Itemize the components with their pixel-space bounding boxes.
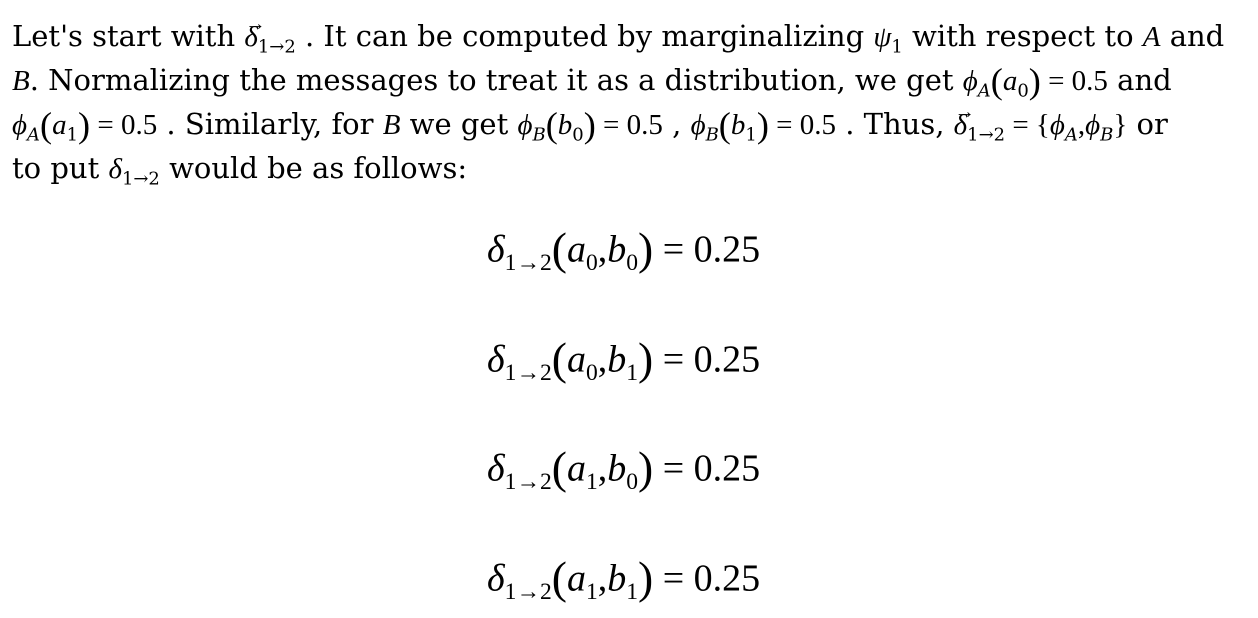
value-3: = 0.5 <box>768 109 836 141</box>
close-paren: ) <box>638 552 654 603</box>
text-normalizing: . Normalizing the messages to treat it as a distribution, we get <box>29 63 963 97</box>
phi-subscript: A <box>977 80 991 102</box>
arg-a1: a <box>52 109 67 141</box>
set-phi-b: ϕ <box>1085 109 1101 141</box>
text-tail: would be as follows: <box>169 151 468 185</box>
equation-comma: , <box>597 557 608 600</box>
close-paren: ) <box>583 104 596 145</box>
text-mid: . It can be computed by marginalizing <box>304 19 874 53</box>
value-2: = 0.5 <box>595 109 663 141</box>
close-paren: ) <box>78 104 91 145</box>
text-tail: with respect to <box>912 19 1143 53</box>
vec-delta-subscript: 1→2 <box>257 36 296 58</box>
equation-arg-b-subscript: 1 <box>626 578 639 605</box>
equation-arg-b: b <box>607 557 627 600</box>
equation-delta: δ <box>487 557 505 600</box>
equation-arg-a-subscript: 1 <box>585 468 598 495</box>
text-thus: . Thus, <box>836 107 954 141</box>
phi-b1-subscript: B <box>705 124 719 146</box>
equation-comma: , <box>597 338 608 381</box>
phi-symbol: ϕ <box>962 65 978 97</box>
equation-arg-a: a <box>566 557 586 600</box>
arg-b1-subscript: 1 <box>745 124 757 146</box>
var-a: A <box>1142 21 1161 53</box>
paragraph-line-1 <box>12 14 1252 58</box>
open-paren: ( <box>40 104 53 145</box>
text-and: and <box>1169 19 1225 53</box>
equation-rhs: = 0.25 <box>653 557 761 600</box>
equation-delta: δ <box>487 447 505 490</box>
set-phi-b-subscript: B <box>1100 124 1114 146</box>
text-similarly: . Similarly, for <box>157 107 383 141</box>
value: = 0.5 <box>1040 65 1108 97</box>
open-paren: ( <box>551 333 567 384</box>
close-paren: ) <box>1028 60 1041 101</box>
open-paren: ( <box>990 60 1003 101</box>
arg-b0: b <box>557 109 573 141</box>
equation-4 <box>487 551 760 604</box>
delta-subscript: 1→2 <box>121 168 160 190</box>
set-close: } <box>1113 109 1128 141</box>
equation-arg-a-subscript: 0 <box>585 359 598 386</box>
arg-a: a <box>1002 65 1018 97</box>
equation-comma: , <box>597 447 608 490</box>
equation-delta-subscript: 1→2 <box>504 249 552 276</box>
equation-arg-a-subscript: 0 <box>585 249 598 276</box>
arg-b1: b <box>730 109 746 141</box>
delta-symbol: δ <box>108 153 122 185</box>
vec-delta-subscript: 1→2 <box>967 124 1006 146</box>
equation-comma: , <box>597 228 608 271</box>
paragraph-line-4 <box>12 146 1252 190</box>
text-lead: Let's start with <box>12 19 245 53</box>
open-paren: ( <box>551 442 567 493</box>
equation-delta: δ <box>487 228 505 271</box>
equation-arg-b-subscript: 1 <box>626 359 639 386</box>
arg-a1-subscript: 1 <box>66 124 79 146</box>
set-phi-a: ϕ <box>1049 109 1065 141</box>
equation-arg-b-subscript: 0 <box>626 249 639 276</box>
equation-arg-a: a <box>566 228 586 271</box>
vec-delta-symbol: → δ <box>244 15 257 59</box>
phi-a-subscript: A <box>27 124 40 146</box>
set-phi-a-subscript: A <box>1064 124 1078 146</box>
phi-b1-symbol: ϕ <box>690 109 706 141</box>
arg-subscript: 0 <box>1017 80 1029 102</box>
open-paren: ( <box>545 104 558 145</box>
equation-rhs: = 0.25 <box>653 228 761 271</box>
paragraph-line-2 <box>12 58 1252 102</box>
equation-arg-b: b <box>607 228 627 271</box>
equation-rhs: = 0.25 <box>653 338 761 381</box>
intro-paragraph <box>12 14 1252 190</box>
open-paren: ( <box>718 104 731 145</box>
equation-3 <box>487 441 760 494</box>
equation-delta-subscript: 1→2 <box>504 578 552 605</box>
value-1: = 0.5 <box>90 109 158 141</box>
open-paren: ( <box>551 552 567 603</box>
equation-delta-subscript: 1→2 <box>504 359 552 386</box>
set-open: = { <box>1005 109 1050 141</box>
equation-arg-b: b <box>607 338 627 381</box>
psi-symbol: ψ <box>873 21 892 53</box>
open-paren: ( <box>551 223 567 274</box>
set-comma: , <box>1077 109 1086 141</box>
arg-b0-subscript: 0 <box>572 124 584 146</box>
vec-delta-symbol: → δ <box>954 103 967 147</box>
text-lead: to put <box>12 151 109 185</box>
equation-arg-a-subscript: 1 <box>585 578 598 605</box>
separator: , <box>662 107 691 141</box>
phi-b0-subscript: B <box>532 124 546 146</box>
close-paren: ) <box>638 442 654 493</box>
equation-arg-b-subscript: 0 <box>626 468 639 495</box>
equation-delta-subscript: 1→2 <box>504 468 552 495</box>
text-and: and <box>1117 63 1172 97</box>
equation-2 <box>487 332 760 385</box>
phi-b0-symbol: ϕ <box>517 109 533 141</box>
equation-arg-a: a <box>566 447 586 490</box>
equation-1 <box>487 222 760 275</box>
text-we-get: we get <box>400 107 518 141</box>
text-or: or <box>1127 107 1168 141</box>
var-b: B <box>12 65 30 97</box>
equation-delta: δ <box>487 338 505 381</box>
close-paren: ) <box>638 223 654 274</box>
equation-arg-b: b <box>607 447 627 490</box>
close-paren: ) <box>638 333 654 384</box>
psi-subscript: 1 <box>891 36 903 58</box>
equation-arg-a: a <box>566 338 586 381</box>
var-b: B <box>382 109 401 141</box>
equation-rhs: = 0.25 <box>653 447 761 490</box>
close-paren: ) <box>756 104 769 145</box>
paragraph-line-3 <box>12 102 1252 146</box>
phi-a-symbol: ϕ <box>12 109 28 141</box>
